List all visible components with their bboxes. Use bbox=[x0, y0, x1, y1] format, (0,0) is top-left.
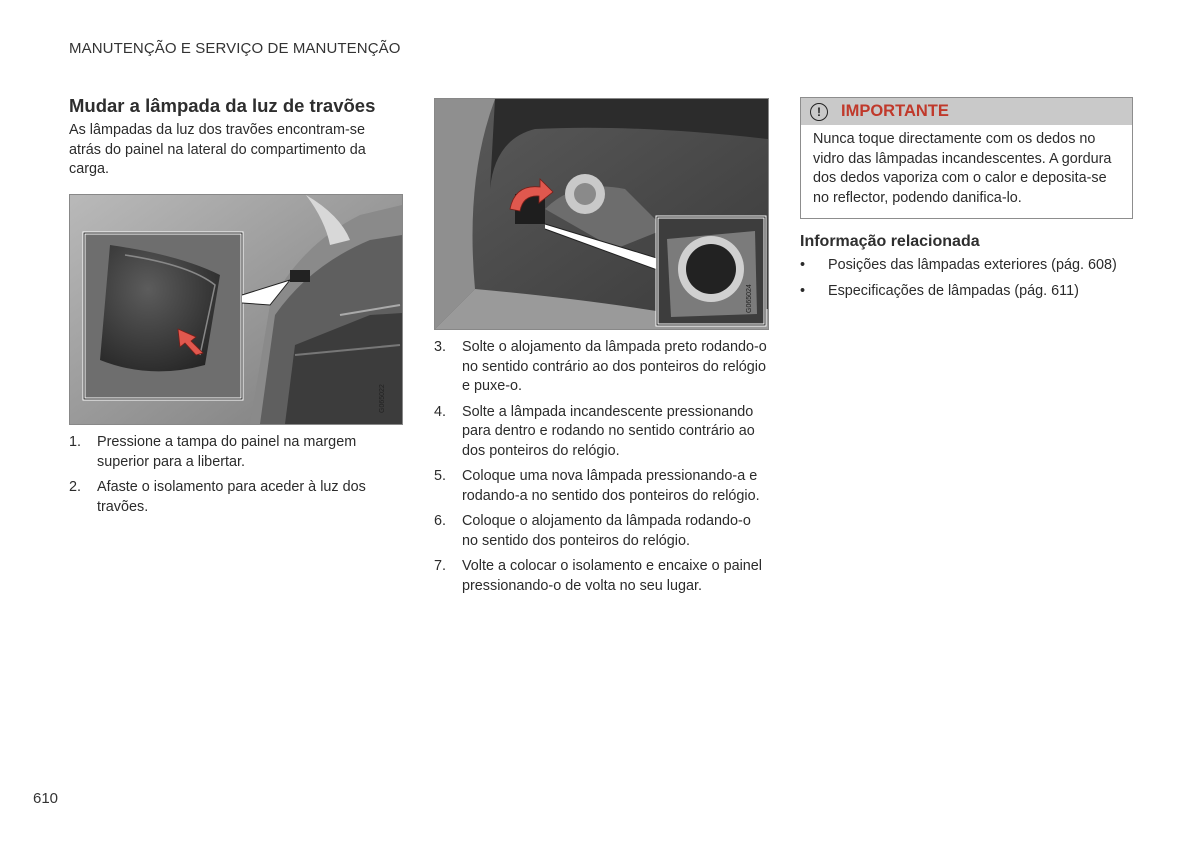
related-link[interactable]: • Posições das lâmpadas exteriores (pág. 608) bbox=[800, 257, 1117, 273]
figure-code: G065022 bbox=[379, 384, 386, 413]
figure-bulb-holder bbox=[434, 98, 769, 330]
page-number: 610 bbox=[33, 790, 59, 807]
important-header bbox=[801, 98, 1132, 125]
important-text: Nunca toque directamente com os dedos no vidro das lâmpadas incandescentes. A gordura dos dedos vaporiza com o calor e deposita-se no reflector, podendo danifica-lo. bbox=[813, 131, 1112, 206]
list-item: 1. Pressione a tampa do painel na margem superior para a libertar. bbox=[69, 434, 357, 470]
list-item: 5. Coloque uma nova lâmpada pressionando-a e rodando-a no sentido dos ponteiros do relógio. bbox=[434, 468, 760, 504]
exclamation-icon: ! bbox=[810, 103, 828, 121]
important-notice bbox=[800, 97, 1133, 219]
list-item: 6. Coloque o alojamento da lâmpada rodando-o no sentido dos ponteiros do relógio. bbox=[434, 513, 751, 549]
intro-paragraph: As lâmpadas da luz dos travões encontram-se atrás do painel na lateral do compartimento da carga. bbox=[69, 122, 366, 177]
list-item: 4. Solte a lâmpada incandescente pressionando para dentro e rodando no sentido contrário ao dos ponteiros do relógio. bbox=[434, 403, 755, 459]
list-item: 2. Afaste o isolamento para aceder à luz dos travões. bbox=[69, 479, 366, 515]
steps-list-2 bbox=[434, 338, 768, 602]
section-header: MANUTENÇÃO E SERVIÇO DE MANUTENÇÃO bbox=[69, 40, 401, 57]
important-title: IMPORTANTE bbox=[841, 102, 949, 120]
steps-list-1 bbox=[69, 433, 389, 523]
bulb-holder-illustration bbox=[435, 99, 768, 329]
list-item: 3. Solte o alojamento da lâmpada preto rodando-o no sentido contrário ao dos ponteiros do relógio e puxe-o. bbox=[434, 339, 767, 394]
page-title: Mudar a lâmpada da luz de travões bbox=[69, 95, 376, 116]
related-info-list bbox=[800, 256, 1117, 307]
related-link[interactable]: • Especificações de lâmpadas (pág. 611) bbox=[800, 282, 1079, 299]
figure-side-panel bbox=[69, 194, 403, 425]
list-item: 7. Volte a colocar o isolamento e encaixe o painel pressionando-o de volta no seu lugar. bbox=[434, 558, 762, 594]
figure-code: G065024 bbox=[746, 284, 753, 313]
related-info-title: Informação relacionada bbox=[800, 233, 980, 250]
side-panel-illustration bbox=[70, 195, 402, 424]
